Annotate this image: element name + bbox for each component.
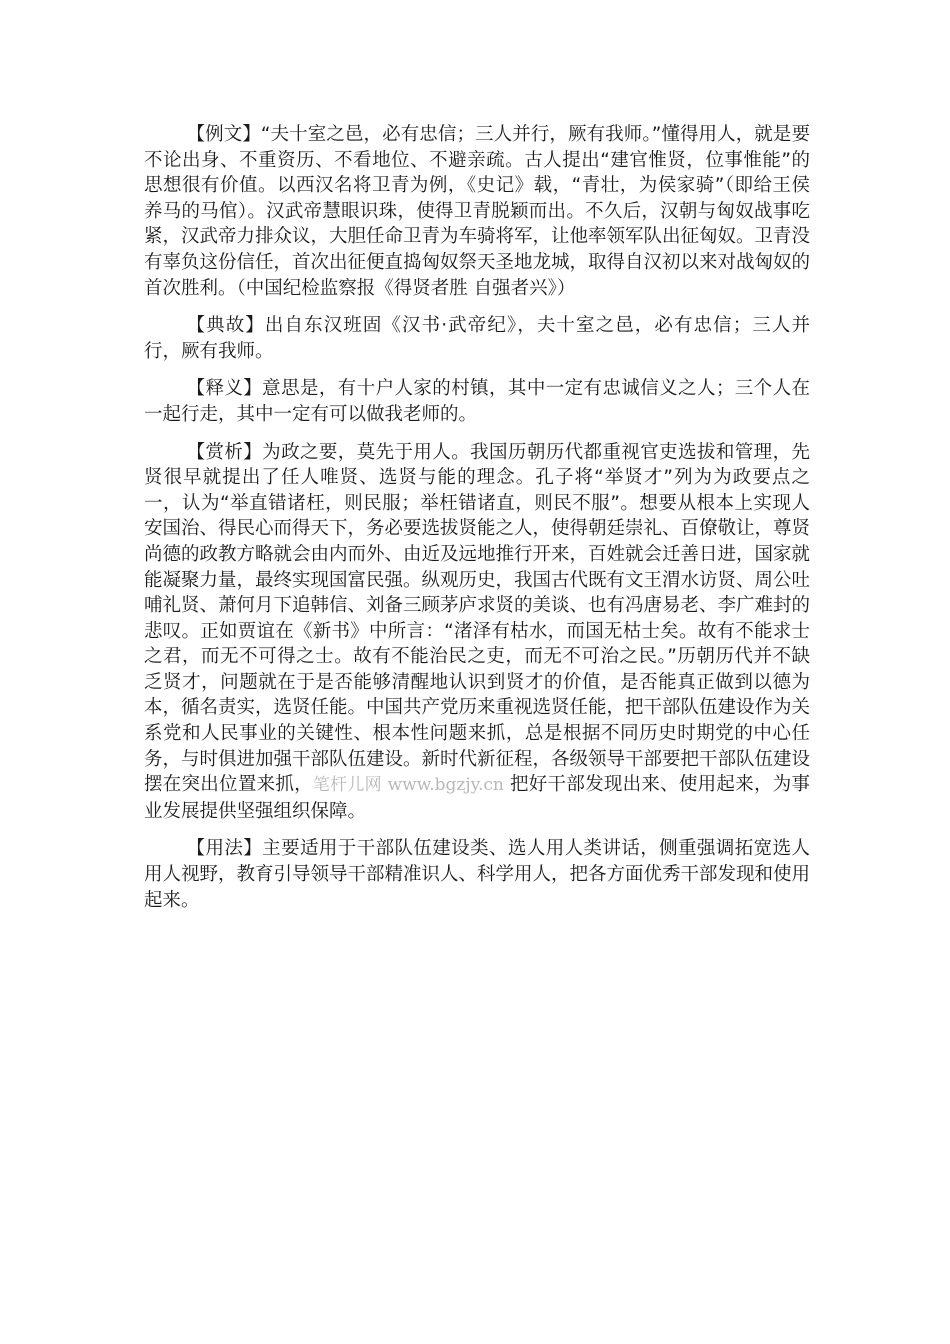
paragraph-example bbox=[144, 122, 810, 301]
paragraph-appreciation bbox=[144, 440, 810, 825]
tag-example: 【例文】 bbox=[186, 124, 261, 145]
tag-meaning: 【释义】 bbox=[186, 378, 263, 400]
watermark-text: 笔杆儿网 www.bgzjy.cn bbox=[312, 775, 504, 796]
paragraph-allusion bbox=[144, 313, 810, 364]
appreciation-text: 为政之要，莫先于用人。我国历朝历代都重视官吏选拔和管理，先贤很早就提出了任人唯贤、选贤与能的理念。孔子将“举贤才”列为为政要点之一，认为“举直错诸枉，则民服；举枉错诸直，则民不服”。想要从根本上实现人安国治、得民心而得天下，务必要选拔贤能之人，使得朝廷崇礼、百僚敬让，尊贤尚德的政教方略就会由内而外、由近及远地推行开来，百姓就会迁善日进，国家就能凝聚力量，最终实现国富民强。纵观历史，我国古代既有文王渭水访贤、周公吐哺礼贤、萧何月下追韩信、刘备三顾茅庐求贤的美谈、也有冯唐易老、李广难封的悲叹。正如贾谊在《新书》中所言：“渚泽有枯水，而国无枯士矣。故有不能求士之君，而无不可得之士。故有不能治民之吏，而无不可治之民。”历朝历代并不缺乏贤才，问题就在于是否能够清醒地认识到贤才的价值，是否能真正做到以德为本，循名责实，选贤任能。中国共产党历来重视选贤任能，把干部队伍建设作为关系党和人民事业的关键性、根本性问题来抓，总是根据不同历史时期党的中心任务，与时俱进加强干部队伍建设。新时代新征程，各级领导干部要把干部队伍建设摆在突出位置来抓， bbox=[144, 441, 811, 796]
tag-appreciation: 【赏析】 bbox=[186, 441, 263, 463]
tag-usage: 【用法】 bbox=[186, 838, 263, 860]
document-page bbox=[144, 122, 810, 925]
tag-allusion: 【典故】 bbox=[186, 315, 265, 337]
allusion-text: 出自东汉班固《汉书·武帝纪》，夫十室之邑，必有忠信；三人并行，厥有我师。 bbox=[144, 315, 810, 362]
usage-text: 主要适用于干部队伍建设类、选人用人类讲话，侧重强调拓宽选人用人视野，教育引导领导干部精准识人、科学用人，把各方面优秀干部发现和使用起来。 bbox=[144, 838, 811, 911]
paragraph-usage bbox=[144, 836, 810, 913]
paragraph-meaning bbox=[144, 376, 810, 427]
meaning-text: 意思是，有十户人家的村镇，其中一定有忠诚信义之人；三个人在一起行走，其中一定有可以做我老师的。 bbox=[144, 378, 810, 425]
example-text: “夫十室之邑，必有忠信；三人并行，厥有我师。”懂得用人，就是要不论出身、不重资历、不看地位、不避亲疏。古人提出“建官惟贤，位事惟能”的思想很有价值。以西汉名将卫青为例，《史记》载，“青壮，为侯家骑”（即给王侯养马的马倌）。汉武帝慧眼识珠，使得卫青脱颖而出。不久后，汉朝与匈奴战事吃紧，汉武帝力排众议，大胆任命卫青为车骑将军，让他率领军队出征匈奴。卫青没有辜负这份信任，首次出征便直捣匈奴祭天圣地龙城，取得自汉初以来对战匈奴的首次胜利。（中国纪检监察报《得贤者胜 自强者兴》） bbox=[144, 124, 811, 299]
appreciation-text-end: 把好干部发现出来、使用起来，为事业发展提供坚强组织保障。 bbox=[144, 774, 810, 822]
